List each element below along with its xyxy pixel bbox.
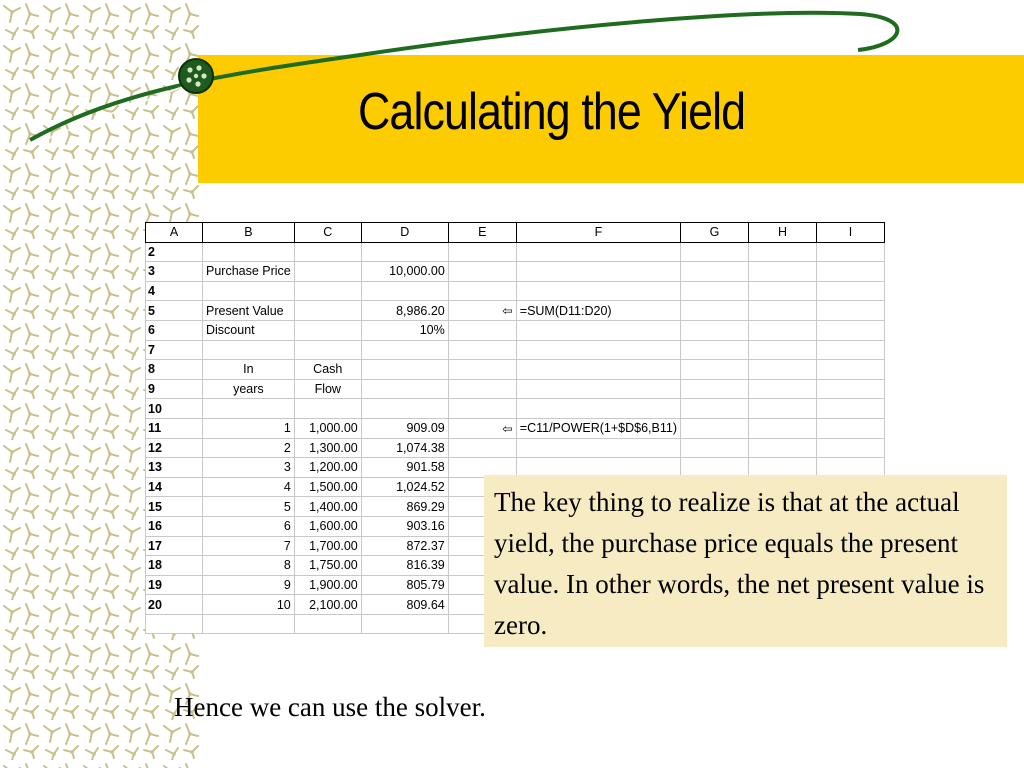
table-cell[interactable]: 816.39 [361, 556, 448, 576]
table-cell[interactable] [361, 379, 448, 399]
table-cell[interactable]: 10 [203, 595, 295, 615]
table-cell[interactable] [681, 262, 749, 282]
callout-box: The key thing to realize is that at the actual yield, the purchase price equals the present value. In other words, the net present value is zero. [484, 475, 1007, 647]
row-header[interactable]: 11 [146, 418, 203, 438]
table-cell[interactable] [294, 262, 361, 282]
table-cell[interactable] [448, 438, 516, 458]
table-cell[interactable] [817, 320, 885, 340]
table-cell[interactable] [361, 281, 448, 301]
table-row [146, 379, 885, 399]
table-cell[interactable] [448, 399, 516, 419]
table-cell[interactable]: 7 [203, 536, 295, 556]
table-cell[interactable]: 2,100.00 [294, 595, 361, 615]
table-cell[interactable]: 869.29 [361, 497, 448, 517]
table-cell[interactable]: Flow [294, 379, 361, 399]
table-row [146, 418, 885, 438]
table-cell[interactable] [817, 340, 885, 360]
table-cell[interactable] [681, 360, 749, 380]
footer-text: Hence we can use the solver. [174, 692, 486, 722]
table-cell[interactable]: 903.16 [361, 516, 448, 536]
row-header[interactable]: 16 [146, 516, 203, 536]
table-cell[interactable] [294, 399, 361, 419]
table-cell[interactable]: 1,750.00 [294, 556, 361, 576]
table-cell[interactable]: 3 [203, 458, 295, 478]
table-cell[interactable] [817, 418, 885, 438]
table-cell[interactable] [203, 399, 295, 419]
table-cell[interactable] [361, 242, 448, 262]
table-row [146, 242, 885, 262]
row-header[interactable]: 10 [146, 399, 203, 419]
table-cell[interactable] [681, 399, 749, 419]
table-cell[interactable]: 1,500.00 [294, 477, 361, 497]
table-cell[interactable] [681, 379, 749, 399]
table-cell[interactable]: 1,074.38 [361, 438, 448, 458]
row-header[interactable]: 19 [146, 575, 203, 595]
column-header[interactable]: E [448, 223, 516, 243]
row-header[interactable]: 2 [146, 242, 203, 262]
table-cell[interactable] [203, 242, 295, 262]
table-cell[interactable]: 1,200.00 [294, 458, 361, 478]
row-header[interactable]: 5 [146, 301, 203, 321]
table-cell[interactable]: 1,300.00 [294, 438, 361, 458]
table-cell[interactable] [203, 340, 295, 360]
table-row [146, 399, 885, 419]
table-row [146, 438, 885, 458]
table-cell[interactable] [516, 320, 680, 340]
table-cell[interactable] [749, 379, 817, 399]
table-cell[interactable]: ⇦ [448, 301, 516, 321]
table-cell[interactable] [817, 399, 885, 419]
table-cell[interactable]: 9 [203, 575, 295, 595]
table-cell[interactable] [361, 340, 448, 360]
table-cell[interactable] [681, 320, 749, 340]
table-cell[interactable] [817, 438, 885, 458]
table-cell[interactable]: 2 [203, 438, 295, 458]
table-cell[interactable]: =C11/POWER(1+$D$6,B11) [516, 418, 680, 438]
table-cell[interactable] [749, 340, 817, 360]
table-cell[interactable]: 8 [203, 556, 295, 576]
table-row [146, 360, 885, 380]
table-cell[interactable] [448, 262, 516, 282]
table-cell[interactable]: In [203, 360, 295, 380]
table-cell[interactable] [294, 301, 361, 321]
row-header[interactable]: 4 [146, 281, 203, 301]
column-header[interactable]: G [681, 223, 749, 243]
row-header[interactable]: 8 [146, 360, 203, 380]
slide-title: Calculating the Yield [358, 83, 746, 141]
row-header[interactable]: 15 [146, 497, 203, 517]
column-header[interactable]: A [146, 223, 203, 243]
table-cell[interactable]: 8,986.20 [361, 301, 448, 321]
table-cell[interactable] [448, 281, 516, 301]
row-header[interactable]: 3 [146, 262, 203, 282]
table-cell[interactable] [681, 301, 749, 321]
table-row [146, 262, 885, 282]
column-header[interactable]: H [749, 223, 817, 243]
table-cell[interactable] [749, 418, 817, 438]
table-cell[interactable]: 901.58 [361, 458, 448, 478]
table-cell[interactable] [817, 301, 885, 321]
row-header[interactable]: 20 [146, 595, 203, 615]
table-cell[interactable] [516, 360, 680, 380]
column-header[interactable]: D [361, 223, 448, 243]
table-cell[interactable]: 1,700.00 [294, 536, 361, 556]
row-header[interactable] [146, 614, 203, 634]
table-cell[interactable] [448, 320, 516, 340]
table-cell[interactable]: 1,600.00 [294, 516, 361, 536]
column-header[interactable]: B [203, 223, 295, 243]
table-cell[interactable] [361, 360, 448, 380]
table-cell[interactable] [817, 379, 885, 399]
table-cell[interactable]: ⇦ [448, 418, 516, 438]
table-cell[interactable] [516, 242, 680, 262]
row-header[interactable]: 14 [146, 477, 203, 497]
table-cell[interactable] [681, 340, 749, 360]
table-cell[interactable]: =SUM(D11:D20) [516, 301, 680, 321]
table-cell[interactable] [749, 262, 817, 282]
table-cell[interactable] [448, 379, 516, 399]
table-row [146, 340, 885, 360]
table-cell[interactable] [749, 281, 817, 301]
table-cell[interactable] [817, 281, 885, 301]
table-cell[interactable] [294, 281, 361, 301]
table-cell[interactable]: 1,400.00 [294, 497, 361, 517]
table-cell[interactable] [361, 399, 448, 419]
column-header[interactable]: I [817, 223, 885, 243]
table-cell[interactable] [516, 399, 680, 419]
table-cell[interactable]: 5 [203, 497, 295, 517]
table-cell[interactable] [516, 438, 680, 458]
row-header[interactable]: 12 [146, 438, 203, 458]
table-cell[interactable] [817, 360, 885, 380]
table-cell[interactable] [749, 438, 817, 458]
row-header[interactable]: 13 [146, 458, 203, 478]
table-cell[interactable] [681, 281, 749, 301]
table-cell[interactable] [681, 418, 749, 438]
table-cell[interactable]: 909.09 [361, 418, 448, 438]
table-cell[interactable] [448, 242, 516, 262]
table-cell[interactable] [817, 242, 885, 262]
row-header[interactable]: 17 [146, 536, 203, 556]
table-cell[interactable] [749, 360, 817, 380]
table-cell[interactable] [516, 340, 680, 360]
table-cell[interactable]: years [203, 379, 295, 399]
table-cell[interactable]: 1,024.52 [361, 477, 448, 497]
table-cell[interactable]: 4 [203, 477, 295, 497]
row-header[interactable]: 6 [146, 320, 203, 340]
table-row [146, 320, 885, 340]
table-cell[interactable]: Purchase Price [203, 262, 295, 282]
table-cell[interactable]: 10% [361, 320, 448, 340]
table-cell[interactable] [361, 614, 448, 634]
table-cell[interactable]: 809.64 [361, 595, 448, 615]
table-row [146, 281, 885, 301]
table-cell[interactable]: 805.79 [361, 575, 448, 595]
table-cell[interactable] [203, 281, 295, 301]
column-header-row [146, 223, 885, 243]
table-cell[interactable]: Cash [294, 360, 361, 380]
table-cell[interactable]: 1,900.00 [294, 575, 361, 595]
row-header[interactable]: 7 [146, 340, 203, 360]
table-cell[interactable] [681, 438, 749, 458]
column-header[interactable]: C [294, 223, 361, 243]
table-cell[interactable]: 1,000.00 [294, 418, 361, 438]
table-cell[interactable] [294, 242, 361, 262]
table-cell[interactable] [681, 242, 749, 262]
table-cell[interactable]: 6 [203, 516, 295, 536]
table-cell[interactable] [749, 242, 817, 262]
row-header[interactable]: 18 [146, 556, 203, 576]
table-cell[interactable]: 1 [203, 418, 295, 438]
table-cell[interactable]: 10,000.00 [361, 262, 448, 282]
table-cell[interactable] [294, 320, 361, 340]
table-cell[interactable] [203, 614, 295, 634]
table-cell[interactable] [448, 360, 516, 380]
table-cell[interactable] [516, 379, 680, 399]
table-cell[interactable] [516, 281, 680, 301]
table-cell[interactable] [749, 399, 817, 419]
table-cell[interactable] [817, 262, 885, 282]
table-cell[interactable]: Discount [203, 320, 295, 340]
table-cell[interactable] [749, 320, 817, 340]
table-row [146, 301, 885, 321]
table-cell[interactable] [294, 340, 361, 360]
table-cell[interactable] [516, 262, 680, 282]
row-header[interactable]: 9 [146, 379, 203, 399]
table-cell[interactable] [448, 340, 516, 360]
table-cell[interactable]: 872.37 [361, 536, 448, 556]
column-header[interactable]: F [516, 223, 680, 243]
table-cell[interactable]: Present Value [203, 301, 295, 321]
table-cell[interactable] [749, 301, 817, 321]
table-cell[interactable] [294, 614, 361, 634]
